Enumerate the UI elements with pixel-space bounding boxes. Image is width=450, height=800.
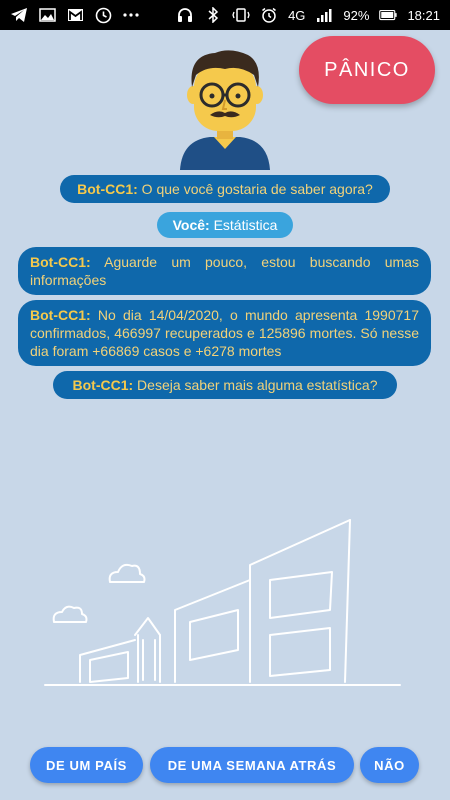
headphones-icon bbox=[176, 6, 194, 24]
option-week-ago-button[interactable]: DE UMA SEMANA ATRÁS bbox=[150, 747, 354, 783]
chat-message-bot bbox=[18, 247, 431, 295]
gallery-icon bbox=[38, 6, 56, 24]
status-bar bbox=[0, 0, 450, 30]
clock-icon bbox=[94, 6, 112, 24]
message-sender: Você: bbox=[172, 217, 210, 233]
network-type: 4G bbox=[288, 7, 306, 23]
more-icon bbox=[122, 6, 140, 24]
chat-message-bot bbox=[60, 175, 390, 203]
chat-message-bot bbox=[18, 300, 431, 366]
chat-screen bbox=[0, 30, 450, 800]
battery-percent: 92% bbox=[343, 7, 370, 23]
vibrate-icon bbox=[232, 6, 250, 24]
message-text: No dia 14/04/2020, o mundo apresenta 1990717 confirmados, 466997 recuperados e 125896 mortes. Só nesse dia foram +66869 casos e +6278 mortes bbox=[30, 307, 419, 359]
option-no-button[interactable]: NÃO bbox=[360, 747, 419, 783]
chat-message-bot bbox=[53, 371, 397, 399]
bluetooth-icon bbox=[204, 6, 222, 24]
panic-button[interactable]: PÂNICO bbox=[299, 36, 435, 104]
signal-icon bbox=[315, 6, 333, 24]
message-text: Aguarde um pouco, estou buscando umas informações bbox=[30, 254, 419, 288]
status-bar-left bbox=[10, 6, 140, 24]
message-sender: Bot-CC1: bbox=[30, 254, 91, 270]
chat-message-user bbox=[157, 212, 293, 238]
message-sender: Bot-CC1: bbox=[77, 181, 138, 197]
message-text: Deseja saber mais alguma estatística? bbox=[133, 377, 378, 393]
message-text: O que você gostaria de saber agora? bbox=[137, 181, 373, 197]
battery-icon bbox=[379, 6, 397, 24]
telegram-icon bbox=[10, 6, 28, 24]
bot-avatar bbox=[170, 45, 280, 170]
message-text: Estátistica bbox=[209, 217, 278, 233]
building-illustration bbox=[40, 510, 410, 700]
clock-time: 18:21 bbox=[407, 7, 440, 23]
message-sender: Bot-CC1: bbox=[72, 377, 134, 393]
option-country-button[interactable]: DE UM PAÍS bbox=[30, 747, 143, 783]
gmail-icon bbox=[66, 6, 84, 24]
status-bar-right bbox=[176, 6, 440, 24]
message-sender: Bot-CC1: bbox=[30, 307, 91, 323]
alarm-icon bbox=[260, 6, 278, 24]
